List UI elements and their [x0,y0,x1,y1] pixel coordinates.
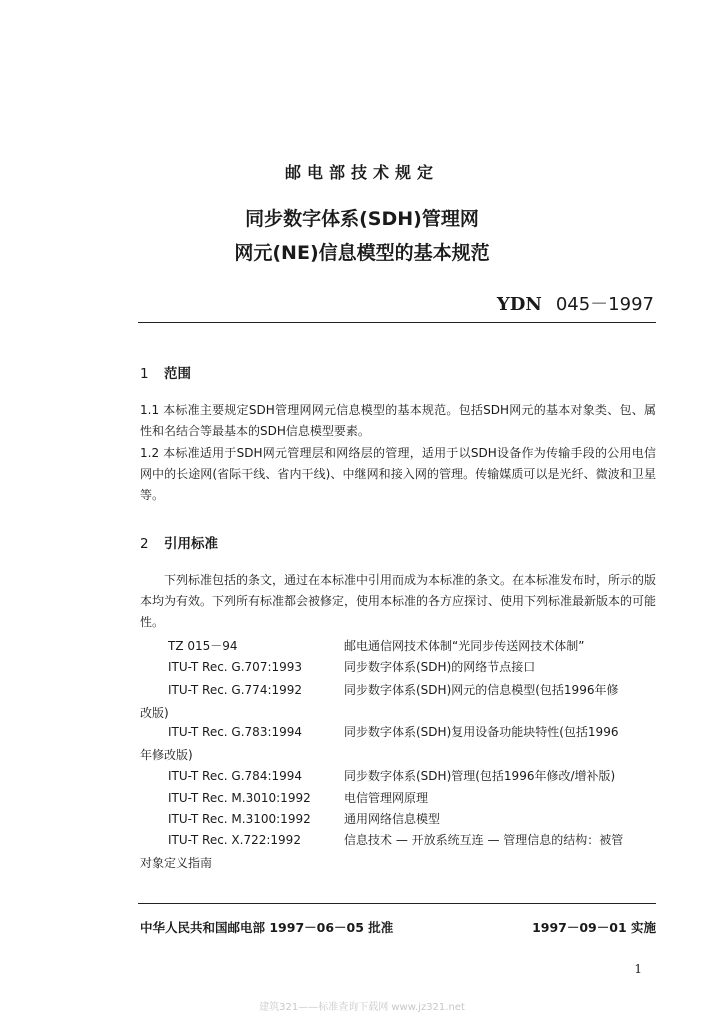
reference-title-continued: 年修改版) [140,748,193,762]
document-title-line2: 网元(NE)信息模型的基本规范 [234,242,490,264]
reference-code: ITU-T Rec. G.784:1994 [168,769,303,783]
reference-title-continued: 改版) [140,706,169,720]
clause-1-2: 1.2 本标准适用于SDH网元管理层和网络层的管理，适用于以SDH设备作为传输手段的公用电信网中的长途网(省际干线、省内干线)、中继网和接入网的管理。传输媒质可以是光纤、微波和卫星等。 [140,446,656,502]
reference-code: ITU-T Rec. G.707:1993 [168,660,303,674]
clause-1-1: 1.1 本标准主要规定SDH管理网网元信息模型的基本规范。包括SDH网元的基本对象类、包、属性和名结合等最基本的SDH信息模型要素。 [140,403,656,438]
reference-title: 邮电通信网技术体制“光同步传送网技术体制” [344,639,585,653]
section-1-title: 范围 [164,366,191,382]
effective-date: 1997－09－01 实施 [532,920,656,935]
reference-code: ITU-T Rec. G.783:1994 [168,725,303,739]
reference-code: ITU-T Rec. M.3100:1992 [168,812,311,826]
section-2-title: 引用标准 [164,536,218,552]
document-title-line1: 同步数字体系(SDH)管理网 [245,208,479,230]
section-1-heading [140,362,191,382]
standard-code-prefix: YDN [496,294,542,315]
page-number: 1 [634,962,642,976]
reference-code: ITU-T Rec. X.722:1992 [168,833,301,847]
reference-title: 同步数字体系(SDH)的网络节点接口 [344,660,536,674]
standard-code [497,290,654,316]
footer-rule [138,903,656,904]
section-2-number: 2 [140,536,149,552]
section-2-intro: 下列标准包括的条文，通过在本标准中引用而成为本标准的条文。在本标准发布时，所示的版本均为有效。下列所有标准都会被修定，使用本标准的各方应探讨、使用下列标准最新版本的可能性。 [140,573,657,629]
section-1-number: 1 [140,366,149,382]
reference-title-continued: 对象定义指南 [140,856,213,870]
approval-statement: 中华人民共和国邮电部 1997－06－05 批准 [140,920,394,935]
section-2-heading [140,532,218,552]
reference-title: 同步数字体系(SDH)复用设备功能块特性(包括1996 [344,725,619,739]
reference-title: 通用网络信息模型 [344,812,441,826]
reference-title: 同步数字体系(SDH)网元的信息模型(包括1996年修 [344,683,619,697]
reference-code: TZ 015－94 [168,639,238,653]
reference-title: 电信管理网原理 [344,791,429,805]
reference-code: ITU-T Rec. M.3010:1992 [168,791,311,805]
header-rule [138,322,656,323]
reference-title: 同步数字体系(SDH)管理(包括1996年修改/增补版) [344,769,616,783]
issuing-body: 邮电部技术规定 [284,163,439,182]
watermark-text: 建筑321——标准查询下载网 www.jz321.net [259,1002,465,1013]
reference-code: ITU-T Rec. G.774:1992 [168,683,303,697]
reference-title: 信息技术 — 开放系统互连 — 管理信息的结构：被管 [344,833,624,847]
standard-code-number: 045－1997 [555,294,654,315]
